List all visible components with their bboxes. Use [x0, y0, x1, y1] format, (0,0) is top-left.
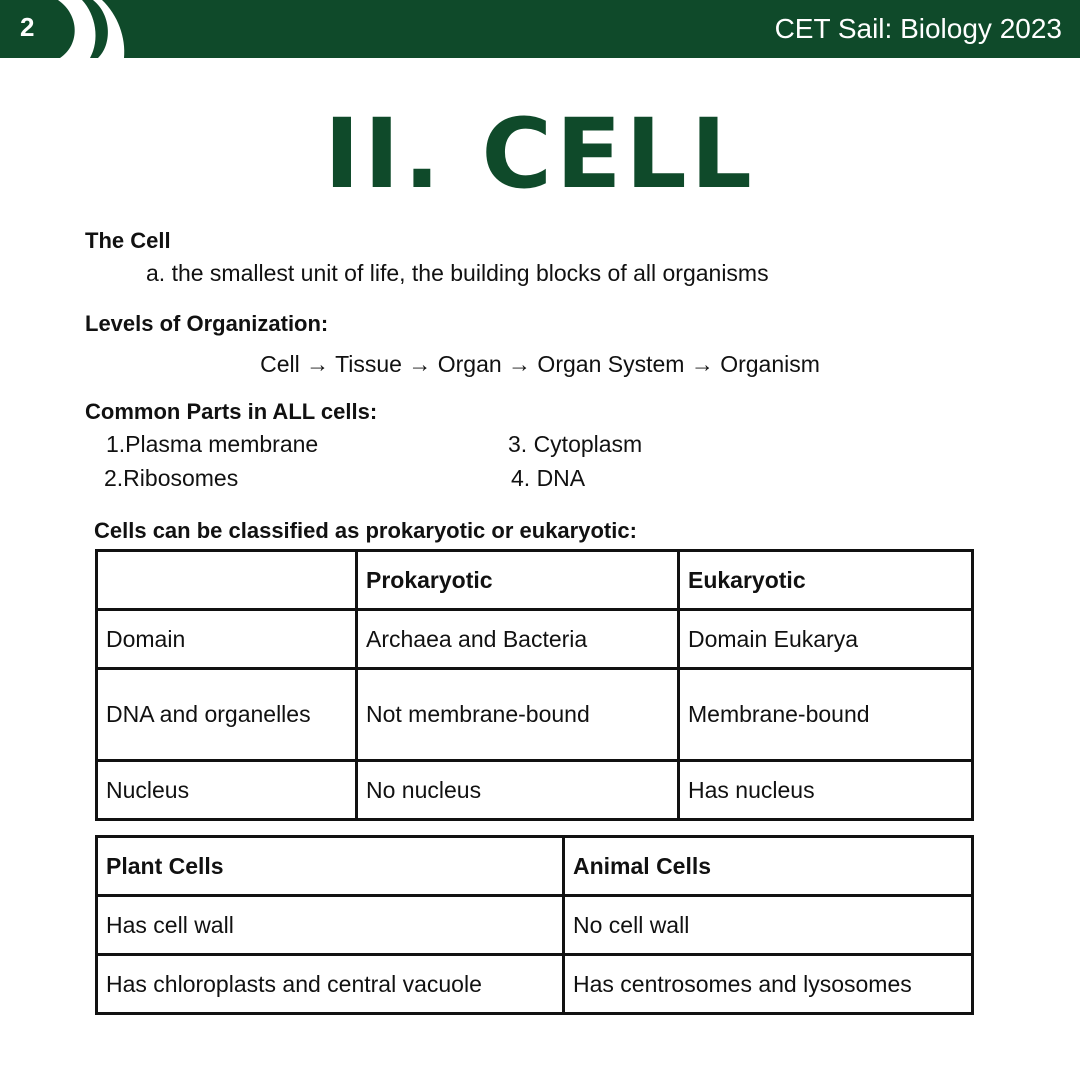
table-cell: Domain Eukarya	[679, 610, 973, 669]
cell-definition: a. the smallest unit of life, the building blocks of all organisms	[146, 260, 769, 286]
table-cell: Nucleus	[97, 761, 357, 820]
table-cell: Membrane-bound	[679, 669, 973, 761]
table-cell: Has cell wall	[97, 896, 564, 955]
table-header-row	[97, 551, 973, 610]
table-header-cell: Eukaryotic	[679, 551, 973, 610]
table-cell: No cell wall	[564, 896, 973, 955]
table-cell: Has centrosomes and lysosomes	[564, 955, 973, 1014]
list-item: 2.Ribosomes	[104, 465, 239, 491]
classification-heading: Cells can be classified as prokaryotic or eukaryotic:	[94, 518, 637, 543]
levels-flow: Cell → Tissue → Organ → Organ System → Organism	[260, 351, 820, 377]
table-header-cell: Animal Cells	[564, 837, 973, 896]
plant-animal-table	[95, 835, 974, 1015]
table-cell: Has nucleus	[679, 761, 973, 820]
list-item: 1.Plasma membrane	[106, 431, 319, 457]
list-item: 3. Cytoplasm	[508, 431, 643, 457]
table-header-cell: Prokaryotic	[357, 551, 679, 610]
list-item: 4. DNA	[511, 465, 586, 491]
common-parts-heading: Common Parts in ALL cells:	[85, 399, 378, 424]
page-number: 2	[20, 12, 35, 42]
cell-heading: The Cell	[85, 228, 171, 253]
document-title: CET Sail: Biology 2023	[774, 13, 1062, 44]
table-cell: Domain	[97, 610, 357, 669]
table-header-cell: Plant Cells	[97, 837, 564, 896]
table-cell: No nucleus	[357, 761, 679, 820]
table-cell: Not membrane-bound	[357, 669, 679, 761]
table-cell: Archaea and Bacteria	[357, 610, 679, 669]
prokaryotic-eukaryotic-table	[95, 549, 974, 821]
table-row	[97, 896, 973, 955]
table-cell: DNA and organelles	[97, 669, 357, 761]
table-row	[97, 955, 973, 1014]
table-header-row	[97, 837, 973, 896]
table-row	[97, 610, 973, 669]
table-header-cell	[97, 551, 357, 610]
header-bar	[0, 0, 1080, 58]
levels-heading: Levels of Organization:	[85, 311, 329, 336]
table-row	[97, 669, 973, 761]
page-title: II. CELL	[324, 98, 756, 210]
table-row	[97, 761, 973, 820]
table-cell: Has chloroplasts and central vacuole	[97, 955, 564, 1014]
